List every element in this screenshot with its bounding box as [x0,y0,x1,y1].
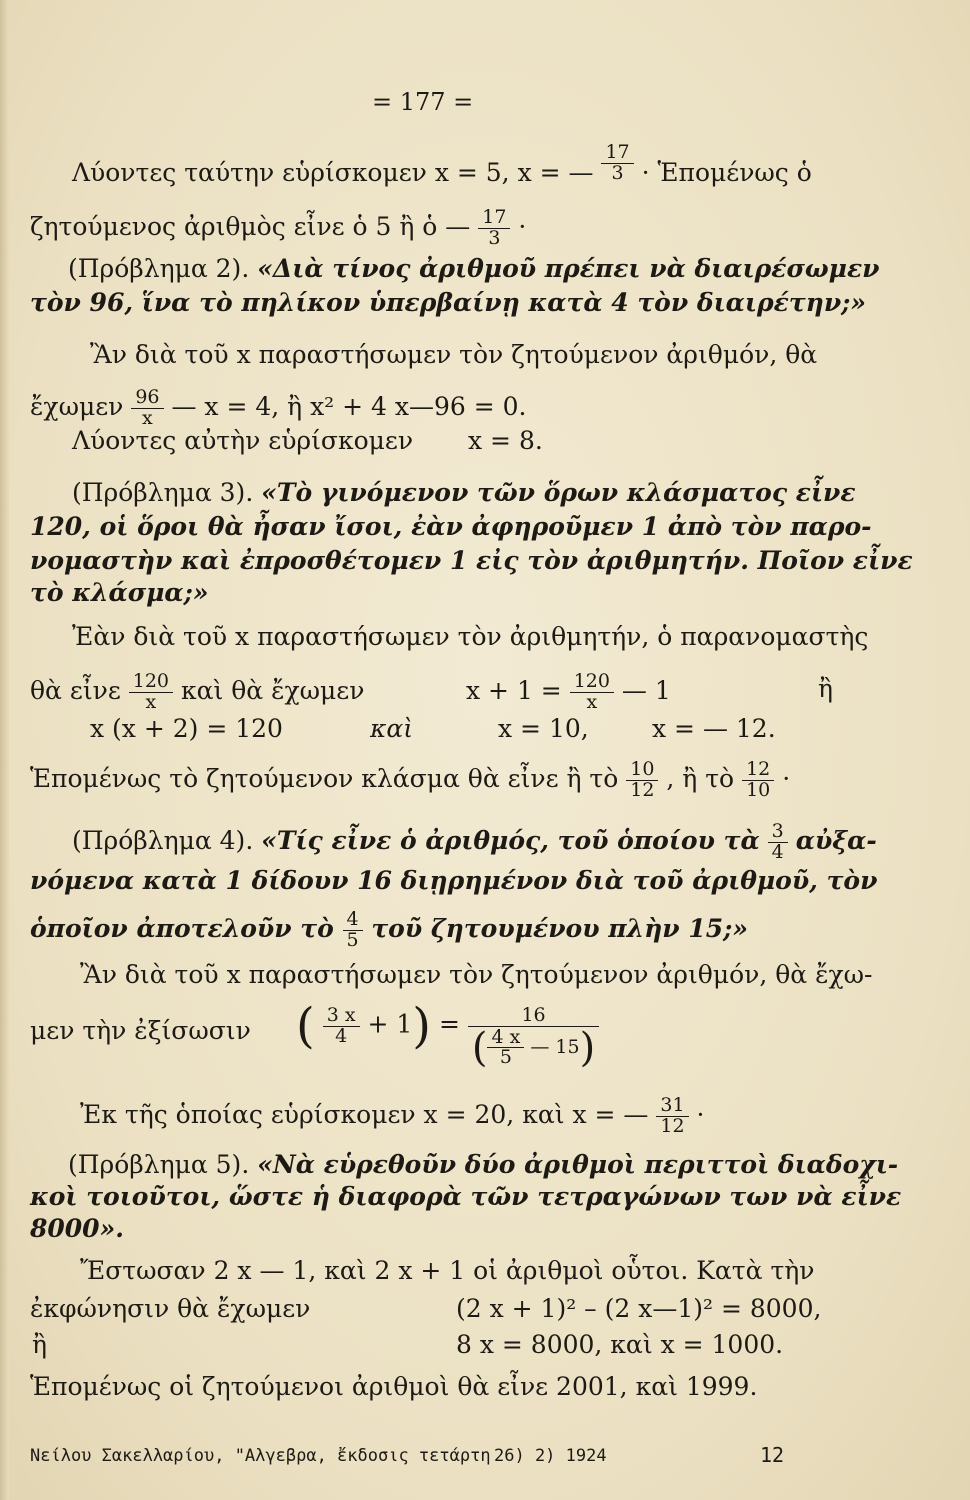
text: καὶ θὰ ἔχωμεν [180,675,365,705]
equation: x (x + 2) = 120 [90,714,283,743]
text: ἢ [818,674,833,703]
problem-statement: «Τίς εἶνε ὁ ἀριθμός, τοῦ ὁποίου τὰ [261,825,760,855]
denominator: ( $\frac{4 x}{5}$ — 15) [471,1024,596,1071]
text: · [518,211,527,241]
fraction: $\frac{31}{12}$ [656,1096,688,1137]
problem-label: (Πρόβλημα 3). [72,478,254,507]
text: , ἢ τὸ [666,763,735,793]
text-line [72,426,543,455]
page-edge [0,0,9,1500]
text-line: Ἑπομένως τὸ ζητούμενον κλάσμα θὰ εἶνε ἢ τὸ $\frac{10}{12}$ , ἢ τὸ $\frac{12}{10}$ · [30,758,791,801]
footer-print-code: 26) 2) 1924 [494,1446,607,1466]
problem-label: (Πρόβλημα 2). [68,254,250,283]
text: θὰ εἶνε [30,675,121,705]
text: ἔχωμεν [30,391,124,421]
problem-statement: τὸ κλάσμα;» [30,578,209,607]
text: ζητούμενος ἀριθμὸς εἶνε ὁ 5 ἢ ὁ — [30,211,471,241]
problem-statement: 120, οἱ ὅροι θὰ ἦσαν ἴσοι, ἐὰν ἀφηροῦμεν 1 ἀπὸ τὸν παρο- [30,512,872,541]
problem-statement: 8000». [30,1214,124,1243]
text-line: Ἂν διὰ τοῦ x παραστήσωμεν τὸν ζητούμενον ἀριθμόν, θὰ ἔχω- [80,960,873,989]
text-line: μεν τὴν ἐξίσωσιν [30,1016,251,1045]
fraction: $\frac{10}{12}$ [626,760,658,801]
fraction: $\frac{3 x}{4}$ [323,1006,360,1047]
fraction: $\frac{4 x}{5}$ [487,1028,524,1069]
text: ἢ [32,1330,47,1359]
problem-statement: κοὶ τοιοῦτοι, ὥστε ἡ διαφορὰ τῶν τετραγώνων των νὰ εἶνε [30,1182,902,1211]
equation: 8 x = 8000, καὶ x = 1000. [456,1330,784,1359]
footer-signature: 12 [760,1443,785,1467]
footer-title: Νείλου Σακελλαρίου, "Αλγεβρα, ἔκδοσις τετάρτη [30,1446,491,1466]
page-number: = 177 = [372,88,474,116]
problem-statement: «Τὸ γινόμενον τῶν ὅρων κλάσματος εἶνε [261,478,856,507]
equation: x = — 12. [652,714,776,743]
equation: ( $\frac{3 x}{4}$ + 1) = 16 ( $\frac{4 x}{5}$ — 15) [296,1002,599,1069]
text: Ἐκ τῆς ὁποίας εὑρίσκομεν x = 20, καὶ x = — [80,1099,649,1129]
text-line [68,1152,898,1177]
text-line: Ἔστωσαν 2 x — 1, καὶ 2 x + 1 οἱ ἀριθμοὶ οὗτοι. Κατὰ τὴν [80,1256,815,1285]
problem-statement: «Νὰ εὑρεθοῦν δύο ἀριθμοὶ περιττοὶ διαδοχι- [257,1150,899,1179]
text: Ἑπομένως τὸ ζητούμενον κλάσμα θὰ εἶνε ἢ τὸ [30,763,619,793]
text: καὶ [370,714,414,743]
text-line [72,480,856,505]
fraction: $\frac{4}{5}$ [343,910,363,951]
equation: — x = 4, ἢ x² + 4 x—96 = 0. [171,391,527,421]
fraction: $\frac{120}{x}$ [570,672,614,713]
fraction: 16 ( $\frac{4 x}{5}$ — 15) [468,1006,599,1069]
text-line: Ἐὰν διὰ τοῦ x παραστήσωμεν τὸν ἀριθμητήν, ὁ παρανομαστὴς [72,622,869,651]
text-line: Ἂν διὰ τοῦ x παραστήσωμεν τὸν ζητούμενον ἀριθμόν, θὰ [90,340,818,369]
text-line [68,256,880,281]
text-line: Ἑπομένως οἱ ζητούμενοι ἀριθμοὶ θὰ εἶνε 2001, καὶ 1999. [30,1372,758,1401]
problem-statement: νομαστὴν καὶ ἐπροσθέτομεν 1 εἰς τὸν ἀριθμητήν. Ποῖον εἶνε [30,546,913,575]
text: Λύοντες ταύτην εὑρίσκομεν x = 5, x = — [72,158,594,187]
text-line [30,672,364,713]
text-line [72,822,877,863]
problem-label: (Πρόβλημα 4). [72,825,254,855]
text: · Ἑπομένως ὁ [641,158,812,187]
text-line: ἐκφώνησιν θὰ ἔχωμεν [30,1294,311,1323]
fraction: $\frac{17}{3}$ [478,208,510,249]
problem-statement: ὁποῖον ἀποτελοῦν τὸ $\frac{4}{5}$ τοῦ ζητουμένου πλὴν 15;» [30,908,748,951]
equation: x + 1 = $\frac{120}{x}$ — 1 [466,670,671,713]
text-line [30,208,526,249]
text-line: Ἐκ τῆς ὁποίας εὑρίσκομεν x = 20, καὶ x = — $\frac{31}{12}$ · [80,1094,705,1137]
equation: (2 x + 1)² – (2 x—1)² = 8000, [456,1294,822,1323]
problem-statement: τὸν 96, ἵνα τὸ πηλίκον ὑπερβαίνῃ κατὰ 4 τὸν διαιρέτην;» [30,288,867,317]
fraction: $\frac{3}{4}$ [768,822,788,863]
fraction: $\frac{120}{x}$ [129,672,173,713]
problem-statement: νόμενα κατὰ 1 δίδουν 16 διῃρημένον διὰ τοῦ ἀριθμοῦ, τὸν [30,866,878,895]
problem-statement: «Διὰ τίνος ἀριθμοῦ πρέπει νὰ διαιρέσωμεν [257,254,880,283]
text-line [30,388,526,429]
fraction: $\frac{17}{3}$ [601,143,633,184]
text: Λύοντες αὐτὴν εὑρίσκομεν [72,426,414,455]
text-line [72,141,812,187]
fraction: $\frac{96}{x}$ [131,388,163,429]
problem-label: (Πρόβλημα 5). [68,1150,250,1179]
equation: x = 8. [468,426,543,455]
fraction: $\frac{12}{10}$ [742,760,774,801]
problem-statement: αὐξα- [795,825,877,855]
equation: x = 10, [498,714,589,743]
